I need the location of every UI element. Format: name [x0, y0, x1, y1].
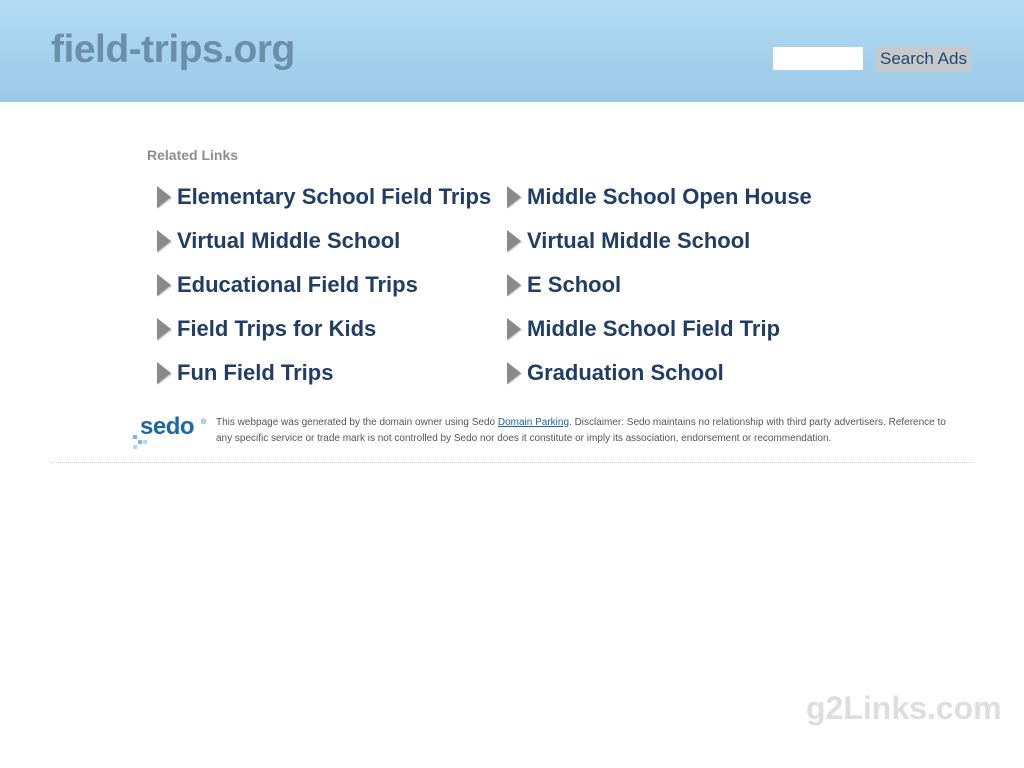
disclaimer-post: . Disclaimer: Sedo maintains no relationship with third party advertisers. Reference to any specific service or trade mark is not controlled by Sedo nor does it constitute or imply its association, endorsement or recommendation. — [216, 417, 946, 444]
disclaimer-text — [216, 415, 946, 447]
right-arrow-icon — [507, 318, 521, 340]
right-arrow-icon — [157, 186, 171, 208]
related-link-label[interactable]: Virtual Middle School — [177, 228, 401, 253]
related-link[interactable] — [497, 226, 750, 256]
right-arrow-icon — [157, 362, 171, 384]
related-link[interactable] — [147, 182, 491, 212]
footer-divider — [51, 462, 973, 463]
right-arrow-icon — [507, 186, 521, 208]
related-link[interactable] — [497, 314, 780, 344]
related-link[interactable] — [147, 358, 333, 388]
related-link-label[interactable]: Virtual Middle School — [527, 228, 751, 253]
page-header — [0, 0, 1024, 102]
related-link-label[interactable]: Graduation School — [527, 360, 724, 385]
domain-parking-link[interactable]: Domain Parking — [497, 417, 570, 428]
right-arrow-icon — [157, 230, 171, 252]
site-title[interactable]: field-trips.org — [51, 28, 295, 71]
related-link[interactable] — [497, 182, 812, 212]
search-input[interactable] — [773, 47, 863, 70]
related-link-label[interactable]: Middle School Field Trip — [527, 316, 781, 341]
disclaimer-pre: This webpage was generated by the domain owner using Sedo — [216, 417, 498, 428]
right-arrow-icon — [157, 318, 171, 340]
right-arrow-icon — [157, 274, 171, 296]
right-arrow-icon — [507, 230, 521, 252]
search-ads-button[interactable]: Search Ads — [876, 46, 971, 72]
related-link-label[interactable]: Fun Field Trips — [177, 360, 334, 385]
sedo-logo[interactable] — [130, 413, 210, 451]
related-link[interactable] — [147, 226, 400, 256]
related-link-label[interactable]: Educational Field Trips — [177, 272, 418, 297]
related-link[interactable] — [497, 270, 621, 300]
right-arrow-icon — [507, 362, 521, 384]
related-link[interactable] — [497, 358, 724, 388]
related-links-heading: Related Links — [147, 147, 239, 163]
related-link[interactable] — [147, 270, 418, 300]
sedo-logo-text: sedo — [140, 413, 195, 440]
related-link-label[interactable]: E School — [527, 272, 622, 297]
related-link-label[interactable]: Elementary School Field Trips — [177, 184, 492, 209]
watermark: g2Links.com — [806, 690, 1002, 726]
related-link[interactable] — [147, 314, 376, 344]
related-link-label[interactable]: Middle School Open House — [527, 184, 812, 209]
registered-mark-icon: ® — [201, 419, 207, 426]
related-link-label[interactable]: Field Trips for Kids — [177, 316, 377, 341]
right-arrow-icon — [507, 274, 521, 296]
